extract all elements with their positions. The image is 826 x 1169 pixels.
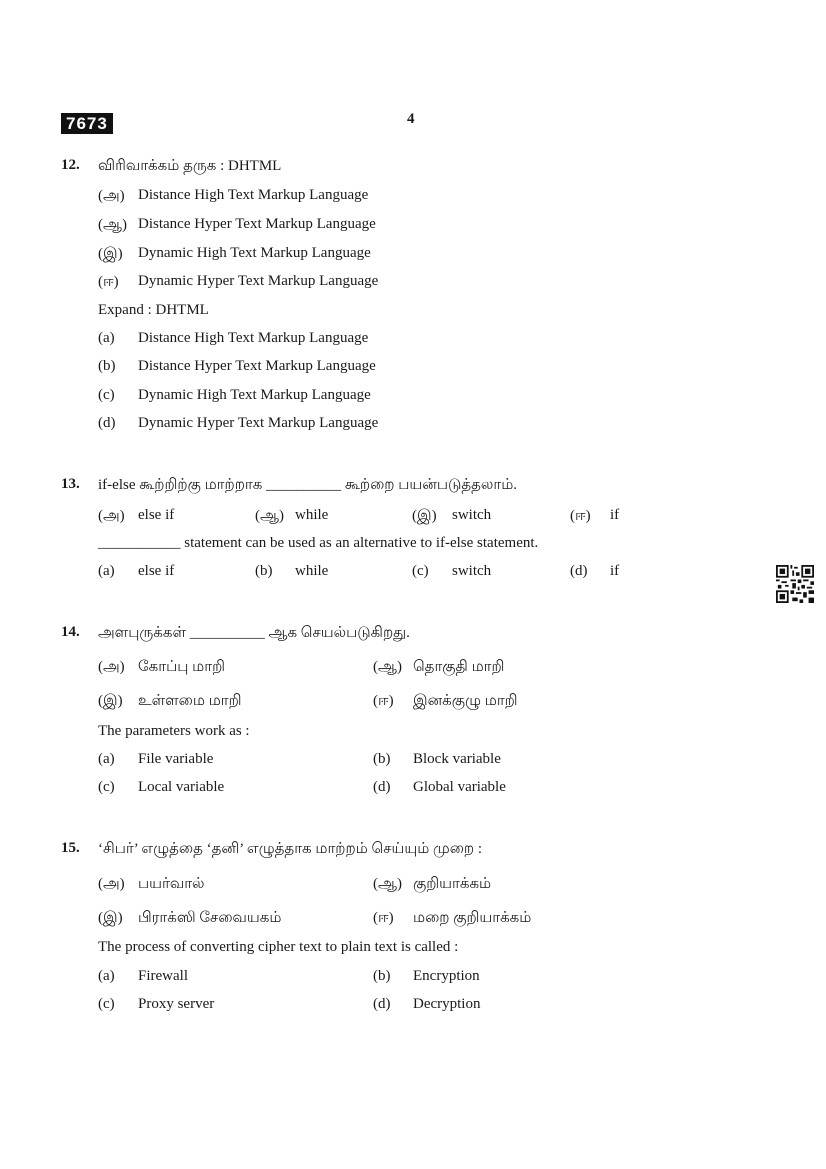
option-label: (அ): [98, 876, 125, 892]
option-label: (d): [98, 415, 116, 431]
option-text: while: [295, 507, 329, 523]
option-text: பயர்வால்: [138, 876, 205, 892]
option-label: (b): [98, 358, 116, 374]
option-text: Decryption: [413, 996, 481, 1012]
option-label: (இ): [98, 246, 123, 262]
option-label: (c): [412, 563, 429, 579]
option-label: (c): [98, 387, 115, 403]
option-text: Dynamic High Text Markup Language: [138, 245, 371, 261]
option-text: தொகுதி மாறி: [413, 659, 505, 675]
option-text: Dynamic High Text Markup Language: [138, 387, 371, 403]
option-text: switch: [452, 563, 492, 579]
option-label: (அ): [98, 508, 125, 524]
option-text: Distance High Text Markup Language: [138, 330, 369, 346]
option-label: (d): [373, 779, 391, 795]
option-label: (a): [98, 330, 115, 346]
option-label: (ஆ): [373, 876, 402, 892]
option-label: (ஈ): [373, 910, 394, 926]
option-label: (இ): [98, 693, 123, 709]
option-text: else if: [138, 507, 175, 523]
question-number: 14.: [61, 624, 80, 640]
option-label: (c): [98, 779, 115, 795]
option-label: (அ): [98, 188, 125, 204]
question-tamil: அளபுருக்கள் __________ ஆக செயல்படுகிறது.: [98, 625, 410, 641]
option-text: இனக்குழு மாறி: [413, 693, 518, 709]
option-label: (ஈ): [570, 508, 591, 524]
option-label: (b): [373, 968, 391, 984]
option-label: (d): [570, 563, 588, 579]
option-text: if: [610, 563, 620, 579]
option-label: (ஆ): [98, 217, 127, 233]
option-label: (இ): [98, 910, 123, 926]
option-label: (b): [373, 751, 391, 767]
paper-code: 7673: [61, 113, 113, 134]
option-text: Proxy server: [138, 996, 215, 1012]
question-number: 13.: [61, 476, 80, 492]
question-tamil: ‘சிபர்’ எழுத்தை ‘தனி’ எழுத்தாக மாற்றம் செய்யும் முறை :: [98, 841, 483, 857]
option-label: (a): [98, 968, 115, 984]
option-text: Distance Hyper Text Markup Language: [138, 358, 376, 374]
option-text: Dynamic Hyper Text Markup Language: [138, 273, 379, 289]
option-text: while: [295, 563, 329, 579]
option-text: குறியாக்கம்: [413, 876, 492, 892]
option-text: else if: [138, 563, 175, 579]
qr-code-icon: [776, 565, 814, 603]
option-text: Distance Hyper Text Markup Language: [138, 216, 376, 232]
option-label: (c): [98, 996, 115, 1012]
page-number: 4: [407, 111, 415, 127]
question-english: ___________ statement can be used as an alternative to if-else statement.: [98, 535, 539, 551]
option-label: (ஆ): [373, 659, 402, 675]
question-tamil: விரிவாக்கம் தருக : DHTML: [98, 158, 282, 174]
option-text: பிராக்ஸி சேவையகம்: [138, 910, 282, 926]
option-text: if: [610, 507, 620, 523]
option-label: (d): [373, 996, 391, 1012]
option-text: Firewall: [138, 968, 188, 984]
option-text: File variable: [138, 751, 214, 767]
option-text: Local variable: [138, 779, 225, 795]
option-label: (a): [98, 751, 115, 767]
option-text: Distance High Text Markup Language: [138, 187, 369, 203]
question-number: 12.: [61, 157, 80, 173]
option-text: கோப்பு மாறி: [138, 659, 225, 675]
option-text: Dynamic Hyper Text Markup Language: [138, 415, 379, 431]
question-english: The parameters work as :: [98, 723, 250, 739]
option-text: மறை குறியாக்கம்: [413, 910, 532, 926]
option-label: (அ): [98, 659, 125, 675]
option-text: Global variable: [413, 779, 506, 795]
question-number: 15.: [61, 840, 80, 856]
option-label: (இ): [412, 508, 437, 524]
option-label: (a): [98, 563, 115, 579]
option-text: உள்ளமை மாறி: [138, 693, 242, 709]
option-label: (ஈ): [373, 693, 394, 709]
option-text: switch: [452, 507, 492, 523]
option-label: (ஈ): [98, 274, 119, 290]
option-label: (b): [255, 563, 273, 579]
option-label: (ஆ): [255, 508, 284, 524]
question-tamil: if-else கூற்றிற்கு மாற்றாக __________ கூற்றை பயன்படுத்தலாம்.: [98, 477, 518, 493]
option-text: Block variable: [413, 751, 501, 767]
question-english: Expand : DHTML: [98, 302, 209, 318]
option-text: Encryption: [413, 968, 480, 984]
question-english: The process of converting cipher text to plain text is called :: [98, 939, 459, 955]
